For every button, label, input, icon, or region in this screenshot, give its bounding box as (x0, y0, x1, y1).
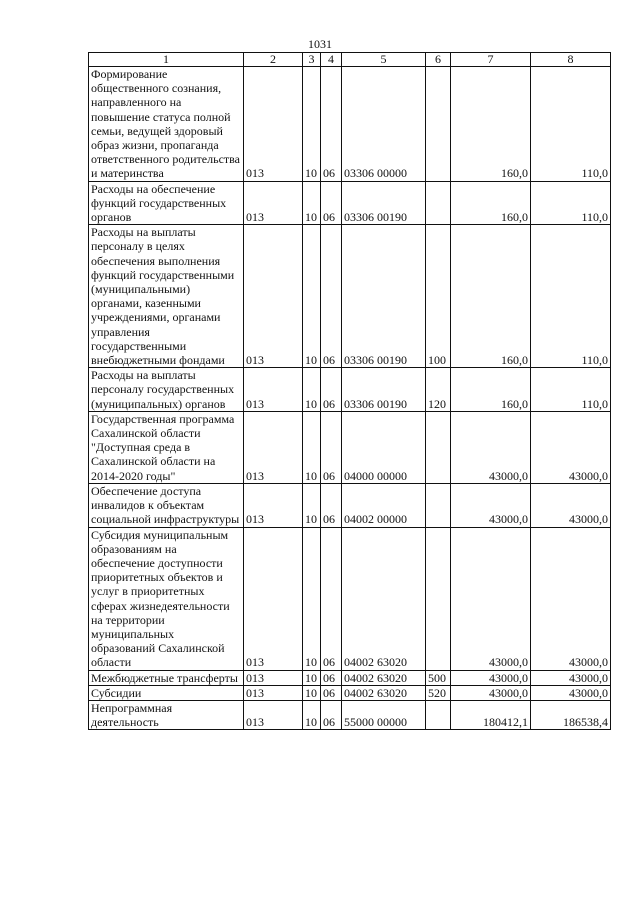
row-name-cell: Субсидия муниципальным образованиям на обеспечение доступности приоритетных объектов и услуг в приоритетных сферах жизнедеятельности на территории муниципальных образований Сахалинской области (89, 527, 244, 670)
target-article-cell: 03306 00190 (342, 225, 426, 368)
admin-code-cell: 013 (244, 685, 303, 700)
section-code-cell: 10 (303, 225, 321, 368)
row-name-cell: Непрограммная деятельность (89, 700, 244, 729)
target-article-cell: 04002 63020 (342, 670, 426, 685)
amount-year2-cell: 43000,0 (531, 527, 611, 670)
section-code-cell: 10 (303, 368, 321, 412)
subsection-code-cell: 06 (321, 527, 342, 670)
amount-year2-cell: 186538,4 (531, 700, 611, 729)
amount-year2-cell: 110,0 (531, 368, 611, 412)
column-header: 2 (244, 53, 303, 67)
row-name-cell: Государственная программа Сахалинской области "Доступная среда в Сахалинской области на 2014-2020 годы" (89, 411, 244, 483)
target-article-cell: 03306 00190 (342, 181, 426, 225)
admin-code-cell: 013 (244, 483, 303, 527)
amount-year2-cell: 110,0 (531, 225, 611, 368)
subsection-code-cell: 06 (321, 368, 342, 412)
section-code-cell: 10 (303, 527, 321, 670)
subsection-code-cell: 06 (321, 181, 342, 225)
column-header: 5 (342, 53, 426, 67)
target-article-cell: 03306 00190 (342, 368, 426, 412)
expense-type-cell (426, 527, 451, 670)
section-code-cell: 10 (303, 483, 321, 527)
row-name-cell: Межбюджетные трансферты (89, 670, 244, 685)
expense-type-cell (426, 700, 451, 729)
section-code-cell: 10 (303, 700, 321, 729)
table-row (89, 225, 611, 368)
amount-year1-cell: 180412,1 (451, 700, 531, 729)
expense-type-cell (426, 411, 451, 483)
column-header: 1 (89, 53, 244, 67)
table-header-row (89, 53, 611, 67)
section-code-cell: 10 (303, 670, 321, 685)
admin-code-cell: 013 (244, 225, 303, 368)
target-article-cell: 04002 63020 (342, 527, 426, 670)
table-row (89, 368, 611, 412)
subsection-code-cell: 06 (321, 685, 342, 700)
target-article-cell: 03306 00000 (342, 67, 426, 182)
amount-year1-cell: 160,0 (451, 368, 531, 412)
target-article-cell: 04002 63020 (342, 685, 426, 700)
row-name-cell: Формирование общественного сознания, направленного на повышение статуса полной семьи, ведущей здоровый образ жизни, пропаганда ответственного родительства и материнства (89, 67, 244, 182)
subsection-code-cell: 06 (321, 483, 342, 527)
amount-year1-cell: 43000,0 (451, 685, 531, 700)
amount-year2-cell: 43000,0 (531, 411, 611, 483)
amount-year1-cell: 160,0 (451, 67, 531, 182)
admin-code-cell: 013 (244, 670, 303, 685)
subsection-code-cell: 06 (321, 700, 342, 729)
row-name-cell: Расходы на выплаты персоналу в целях обеспечения выполнения функций государственными (муниципальными) органами, казенными учреждениями, органами управления государственными внебюджетными фондами (89, 225, 244, 368)
expense-type-cell: 500 (426, 670, 451, 685)
admin-code-cell: 013 (244, 67, 303, 182)
table-row (89, 67, 611, 182)
admin-code-cell: 013 (244, 527, 303, 670)
row-name-cell: Субсидии (89, 685, 244, 700)
row-name-cell: Расходы на обеспечение функций государственных органов (89, 181, 244, 225)
subsection-code-cell: 06 (321, 67, 342, 182)
amount-year1-cell: 43000,0 (451, 670, 531, 685)
subsection-code-cell: 06 (321, 670, 342, 685)
admin-code-cell: 013 (244, 368, 303, 412)
subsection-code-cell: 06 (321, 225, 342, 368)
amount-year2-cell: 43000,0 (531, 685, 611, 700)
table-row (89, 670, 611, 685)
expense-type-cell: 120 (426, 368, 451, 412)
section-code-cell: 10 (303, 685, 321, 700)
amount-year2-cell: 110,0 (531, 67, 611, 182)
budget-table (88, 52, 611, 730)
table-row (89, 685, 611, 700)
table-row (89, 483, 611, 527)
admin-code-cell: 013 (244, 411, 303, 483)
target-article-cell: 04002 00000 (342, 483, 426, 527)
column-header: 6 (426, 53, 451, 67)
expense-type-cell: 520 (426, 685, 451, 700)
section-code-cell: 10 (303, 181, 321, 225)
column-header: 8 (531, 53, 611, 67)
expense-type-cell (426, 67, 451, 182)
expense-type-cell (426, 483, 451, 527)
admin-code-cell: 013 (244, 181, 303, 225)
admin-code-cell: 013 (244, 700, 303, 729)
column-header: 3 (303, 53, 321, 67)
page-number: 1031 (308, 37, 332, 51)
amount-year2-cell: 43000,0 (531, 670, 611, 685)
amount-year1-cell: 43000,0 (451, 411, 531, 483)
row-name-cell: Обеспечение доступа инвалидов к объектам социальной инфраструктуры (89, 483, 244, 527)
section-code-cell: 10 (303, 411, 321, 483)
table-row (89, 411, 611, 483)
row-name-cell: Расходы на выплаты персоналу государственных (муниципальных) органов (89, 368, 244, 412)
subsection-code-cell: 06 (321, 411, 342, 483)
column-header: 4 (321, 53, 342, 67)
amount-year2-cell: 110,0 (531, 181, 611, 225)
amount-year2-cell: 43000,0 (531, 483, 611, 527)
amount-year1-cell: 160,0 (451, 225, 531, 368)
amount-year1-cell: 43000,0 (451, 483, 531, 527)
section-code-cell: 10 (303, 67, 321, 182)
expense-type-cell (426, 181, 451, 225)
table-row (89, 700, 611, 729)
expense-type-cell: 100 (426, 225, 451, 368)
table-row (89, 527, 611, 670)
target-article-cell: 04000 00000 (342, 411, 426, 483)
table-row (89, 181, 611, 225)
column-header: 7 (451, 53, 531, 67)
amount-year1-cell: 160,0 (451, 181, 531, 225)
target-article-cell: 55000 00000 (342, 700, 426, 729)
amount-year1-cell: 43000,0 (451, 527, 531, 670)
